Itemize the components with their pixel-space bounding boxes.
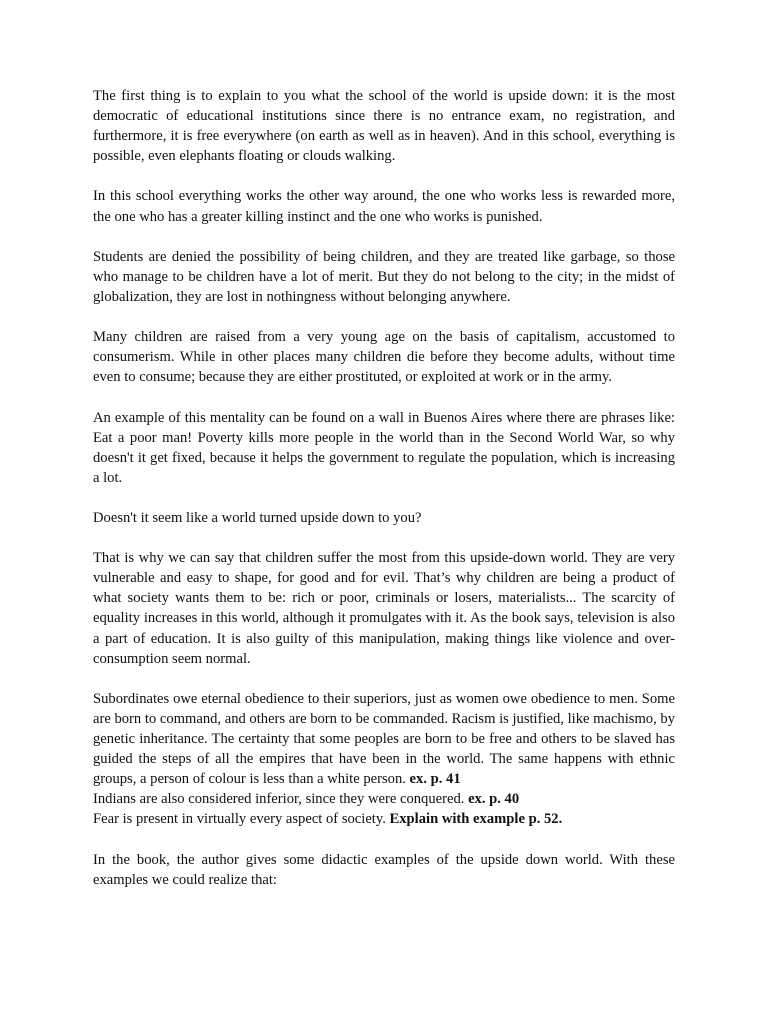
- paragraph-buenos-aires: An example of this mentality can be found on a wall in Buenos Aires where there are phrases like: Eat a poor man! Poverty kills more people in the world than in the Second World War, so why doesn't it get fixed, because it helps the government to regulate the population, which is increasing a lot.: [93, 409, 675, 486]
- reference-p41: ex. p. 41: [409, 771, 461, 788]
- indians-text: Indians are also considered inferior, since they were conquered.: [93, 791, 465, 808]
- paragraph-subordinates: [93, 689, 675, 830]
- paragraph-school-of-world: The first thing is to explain to you what the school of the world is upside down: it is the most democratic of educational institutions since there is no entrance exam, no registration, and furthermore, it is free everywhere (on earth as well as in heaven). And in this school, everything is possible, even elephants floating or clouds walking.: [93, 88, 675, 165]
- reference-p40: ex. p. 40: [468, 791, 520, 808]
- fear-text: Fear is present in virtually every aspect of society.: [93, 811, 386, 828]
- document-page: [93, 86, 675, 910]
- paragraph-capitalism: Many children are raised from a very young age on the basis of capitalism, accustomed to consumerism. While in other places many children die before they become adults, without time even to consume; because they are either prostituted, or exploited at work or in the army.: [93, 329, 675, 386]
- paragraph-question: Doesn't it seem like a world turned upside down to you?: [93, 509, 422, 526]
- paragraph-closing: In the book, the author gives some didactic examples of the upside down world. With these examples we could realize that:: [93, 851, 675, 888]
- subordinates-text: Subordinates owe eternal obedience to their superiors, just as women owe obedience to men. Some are born to command, and others are born to be commanded. Racism is justified, like machismo, by genetic inheritance. The certainty that some peoples are born to be free and others to be slaved has guided the steps of all the empires that have been in the world. The same happens with ethnic groups, a person of colour is less than a white person.: [93, 690, 675, 788]
- paragraph-works-other-way: In this school everything works the other way around, the one who works less is rewarded more, the one who has a greater killing instinct and the one who works is punished.: [93, 188, 675, 225]
- reference-p52: Explain with example p. 52.: [389, 811, 563, 828]
- paragraph-students-denied: Students are denied the possibility of being children, and they are treated like garbage, so those who manage to be children have a lot of merit. But they do not belong to the city; in the midst of globalization, they are lost in nothingness without belonging anywhere.: [93, 248, 675, 305]
- paragraph-children-suffer: That is why we can say that children suffer the most from this upside-down world. They are very vulnerable and easy to shape, for good and for evil. That’s why children are being a product of what society wants them to be: rich or poor, criminals or losers, materialists... The scarcity of equality increases in this world, although it promulgates with it. As the book says, television is also a part of education. It is also guilty of this manipulation, making things like violence and over-consumption seem normal.: [93, 550, 675, 667]
